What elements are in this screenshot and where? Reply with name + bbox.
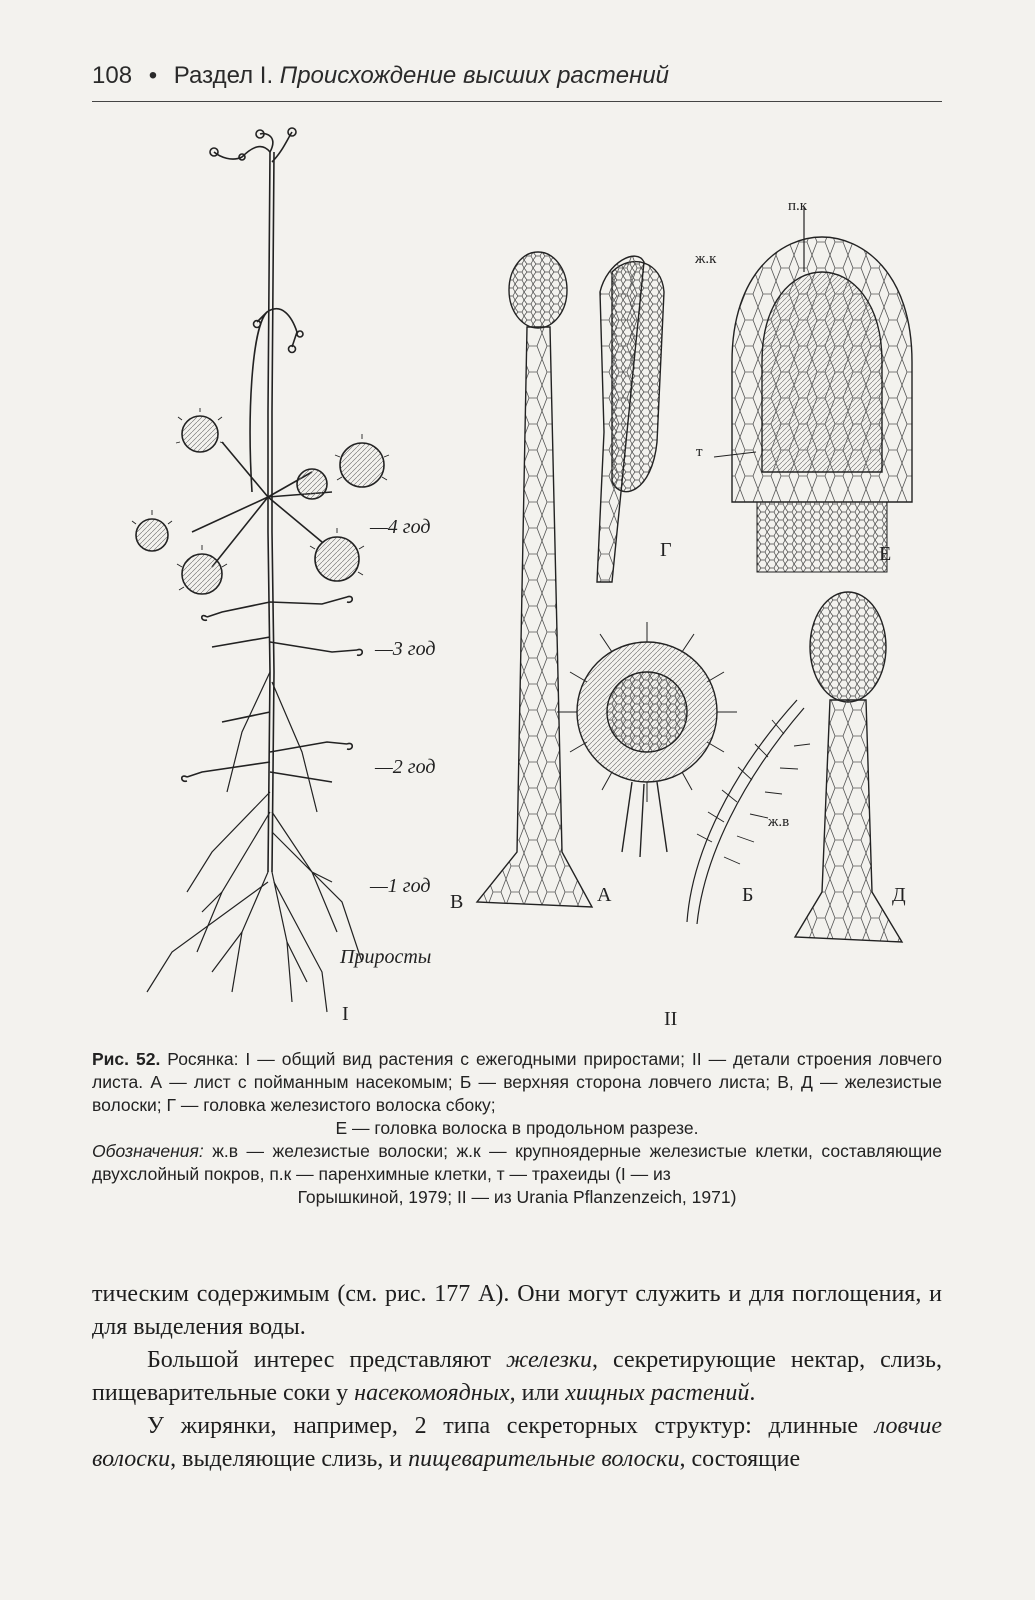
caption-legend-label: Обозначения: xyxy=(92,1141,204,1161)
label-part-II: II xyxy=(664,1008,678,1030)
figure-caption xyxy=(92,1048,942,1209)
p2-text-a: Большой интерес представляют xyxy=(147,1347,506,1373)
leaf-with-insect-A xyxy=(557,622,737,857)
caption-line2: Е — головка волоска в продольном разрезе. xyxy=(335,1118,699,1138)
glandular-hair-D xyxy=(795,592,902,942)
paragraph-2 xyxy=(92,1344,942,1410)
label-zhk: ж.к xyxy=(695,251,717,267)
label-t: т xyxy=(696,444,703,460)
caption-fig-label: Рис. 52. xyxy=(92,1049,161,1069)
header-rule xyxy=(92,101,942,102)
p3-em-1: ловчие волоски xyxy=(92,1413,942,1472)
label-year-2: —2 год xyxy=(375,756,436,778)
label-G: Г xyxy=(660,539,672,561)
caption-legend-text: ж.в — железистые волоски; ж.к — крупноядерные железистые клетки, составляющие двухслойный покров, п.к — паренхимные клетки, т — трахеиды (I — из xyxy=(92,1141,942,1184)
hair-head-side-G xyxy=(597,256,664,582)
section-title: Происхождение высших растений xyxy=(279,62,670,89)
paragraph-1: тическим содержимым (см. рис. 177 А). Они могут служить и для поглощения, и для выделения воды. xyxy=(92,1281,942,1340)
page-number: 108 xyxy=(92,62,133,89)
section-label: Раздел I. xyxy=(173,62,274,89)
figure-illustration xyxy=(92,112,947,1032)
figure-52 xyxy=(92,112,947,1032)
label-V: В xyxy=(450,891,464,913)
plant-whole-view xyxy=(132,128,389,1012)
header-bullet: • xyxy=(148,62,158,89)
p3-text-a: У жирянки, например, 2 типа секреторных структур: длинные xyxy=(147,1413,875,1439)
paragraph-3 xyxy=(92,1410,942,1476)
p3-em-2: пищеварительные волоски xyxy=(408,1446,680,1472)
page-header xyxy=(92,62,942,90)
p2-em-1: железки xyxy=(505,1347,593,1373)
caption-line1: Росянка: I — общий вид растения с ежегодными приростами; II — детали строения ловчего листа. А — лист с пойманным насекомым; Б — верхняя сторона ловчего листа; В, Д — железистые волоски; Г — головка железистого волоска сбоку; xyxy=(92,1049,943,1115)
label-growth: Приросты xyxy=(340,946,432,968)
label-A: А xyxy=(597,884,612,906)
body-text xyxy=(92,1278,942,1476)
label-B: Б xyxy=(742,884,754,906)
label-pk: п.к xyxy=(788,198,808,214)
caption-source: Горышкиной, 1979; II — из Urania Pflanzenzeich, 1971) xyxy=(297,1187,737,1207)
caption-legend xyxy=(92,1140,942,1186)
hair-head-section-E xyxy=(714,207,912,572)
p2-text-d: . xyxy=(749,1380,756,1406)
p2-text-b: , секретирующие нектар, слизь, пищеварительные соки у xyxy=(92,1347,942,1406)
p2-text-c: , или xyxy=(509,1380,566,1406)
label-year-3: —3 год xyxy=(375,638,436,660)
p3-text-b: , выделяющие слизь, и xyxy=(170,1446,409,1472)
p2-em-2: насекомоядных xyxy=(354,1380,510,1406)
label-year-1: —1 год xyxy=(370,875,431,897)
p3-text-c: , состоящие xyxy=(679,1446,801,1472)
label-zhv: ж.в xyxy=(768,814,790,830)
p2-em-3: хищных растений xyxy=(565,1380,750,1406)
label-D: Д xyxy=(892,884,906,906)
glandular-hair-V xyxy=(477,252,592,907)
label-E: Е xyxy=(879,543,892,565)
label-year-4: —4 год xyxy=(370,516,431,538)
caption-main xyxy=(92,1048,942,1117)
label-part-I: I xyxy=(342,1003,349,1025)
